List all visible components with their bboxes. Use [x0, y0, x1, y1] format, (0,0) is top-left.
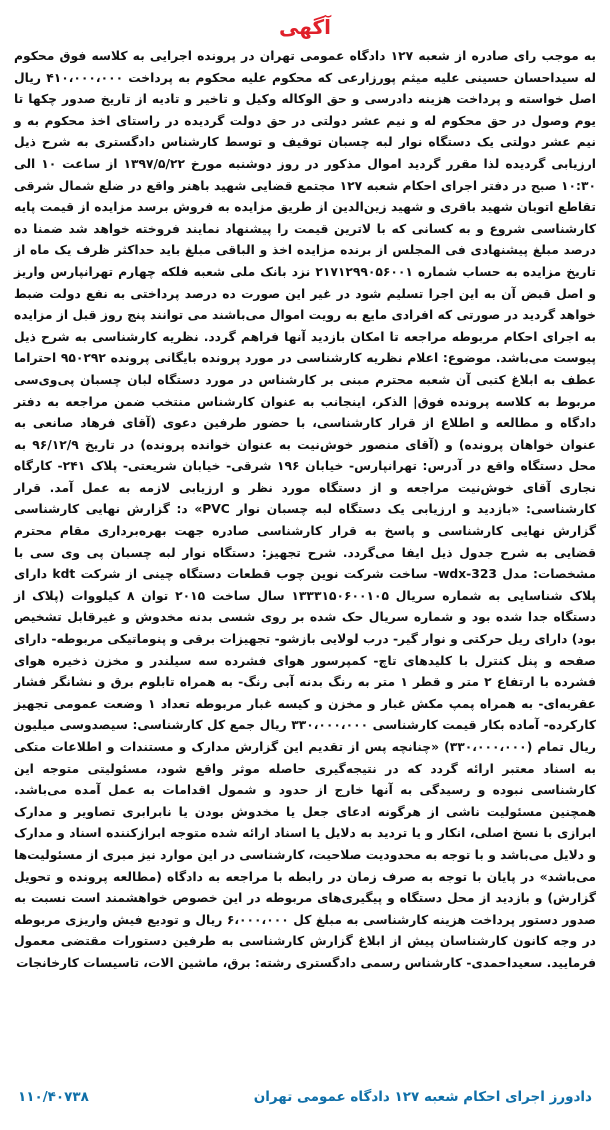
notice-code: ۱۱۰/۴۰۷۳۸	[18, 1089, 89, 1105]
issuer-label: دادورز اجرای احکام شعبه ۱۲۷ دادگاه عمومی تهران	[253, 1089, 592, 1105]
notice-body: به موجب رای صادره از شعبه ۱۲۷ دادگاه عمومی تهران در پرونده اجرایی به کلاسه فوق محکوم له سیداحسان حسینی علیه میثم پورزارعی که محکوم علیه محکوم به پرداخت ۴۱۰،۰۰۰،۰۰۰ ریال اصل خواسته و پرداخت هزینه دادرسی و حق الوکاله وکیل و تاخیر و تادیه از تاریخ صدور چکها تا یوم وصول در حق محکوم له و نیم عشر دولتی در حق دولت گردیده در راستای اخذ محکوم به و نیم عشر دولتی یک دستگاه نوار لبه چسبان توقیف و توسط کارشناس دادگستری به شرح ذیل ارزیابی گردیده لذا مقرر گردید اموال مذکور در روز دوشنبه مورخ ۱۳۹۷/۵/۲۲ از ساعت ۱۰ الی ۱۰:۳۰ صبح در دفتر اجرای احکام شعبه ۱۲۷ مجتمع قضایی شهید باهنر واقع در ضلع شمال شرقی تقاطع اتوبان شهید باقری و شهید زین‌الدین از طریق مزایده به فروش برسد مزایده از قیمت پایه کارشناسی شروع و به کسانی که با لاترین قیمت را پیشنهاد نمایند فروخته خواهد شد ضمنا ده درصد مبلغ پیشنهادی فی المجلس از برنده مزایده اخذ و الباقی مبلغ باید حداکثر ظرف یک ماه از تاریخ مزایده به حساب شماره ۲۱۷۱۲۹۹۰۵۶۰۰۱ نزد بانک ملی شعبه فلکه چهارم تهرانپارس واریز و اصل قبض آن به این اجرا تسلیم شود در غیر این صورت ده درصد پرداختی به نفع دولت ضبط خواهد گردید در صورتی که افرادی مایع به رویت اموال می‌باشند می توانند پنج روز قبل از مزایده به اجرای احکام مربوطه مراجعه تا امکان بازدید آنها فراهم گردد. نظریه کارشناسی به شرح ذیل پیوست می‌باشد. موضوع: اعلام نظریه کارشناسی در مورد پرونده بایگانی پرونده ۹۵۰۲۹۲ احتراما عطف به ابلاغ کتبی آن شعبه محترم مبنی بر کارشناس در مورد دستگاه لبان چسبان پی‌وی‌سی مربوط به کلاسه پرونده فوق| الذکر، اینجانب به عنوان کارشناس منتخب ضمن مراجعه به دفتر دادگاه و مطالعه و اطلاع از قرار کارشناسی، با حضور طرفین دعوی (آقای فرهاد صانعی به عنوان خواهان پرونده) و (آقای منصور خوش‌نیت به عنوان خوانده پرونده) در تاریخ ۹۶/۱۲/۹ به محل دستگاه واقع در آدرس: تهرانپارس- خیابان ۱۹۶ شرقی- خیابان شریعتی- پلاک ۲۴۱- کارگاه نجاری آقای خوش‌نیت مراجعه و از دستگاه مورد نظر و ارزیابی لازمه به عمل آمد. قرار کارشناسی: «بازدید و ارزیابی یک دستگاه لبه چسبان نوار PVC» د: گزارش نهایی کارشناسی گزارش نهایی کارشناسی و پاسخ به قرار کارشناسی صادره جهت بهره‌برداری مقام محترم قضایی به شرح جدول ذیل ایفا می‌گردد. شرح تجهیز: دستگاه نوار لبه چسبان پی وی سی با مشخصات: مدل wdx-323- ساخت شرکت نوین چوب قطعات دستگاه چینی از شرکت kdt دارای پلاک شناسایی به شماره سریال ۱۳۳۳۱۵۰۶۰۰۱۰۵ سال ساخت ۲۰۱۵ توان ۸ کیلووات (پلاک از دستگاه جدا شده بود و شماره سریال حک شده بر روی شسی بدنه مخدوش و غیرقابل تشخیص بود) دارای ریل حرکتی و نوار گیر- درب لولایی بازشو- تجهیزات برقی و پنوماتیکی مربوطه- دارای صفحه و پنل کنترل با کلیدهای تاچ- کمپرسور هوای فشرده سه سیلندر و مخزن ذخیره هوای فشرده با ارتفاع ۲ متر و قطر ۱ متر به رنگ بدنه آبی رنگ- به همراه تابلوم برق و نشانگر فشار عقربه‌ای- به همراه پمپ مکش غبار و مخزن و کیسه غبار مربوطه تعداد ۱ وضعت عمومی تجهیز کارکرده- آماده بکار قیمت کارشناسی ۳۳۰،۰۰۰،۰۰۰ ریال جمع کل کارشناسی: سیصدوسی میلیون ریال تمام (۳۳۰،۰۰۰،۰۰۰) «چنانچه پس از تقدیم این گزارش مدارک و مستندات و اطلاعات متکی به اسناد معتبر ارائه گردد که در نتیجه‌گیری حاصله موثر واقع شود، مسئولیتی متوجه این کارشناسی نبوده و رسیدگی به آنها خارج از حدود و شمول اقدامات به عمل آمده می‌باشد. همچنین مسئولیت ناشی از هرگونه ادعای جعل یا مخدوش بودن یا نابرابری تصاویر و مدارک ابرازی با نسخ اصلی، انکار و یا تردید به دلایل یا اسناد ارائه شده متوجه ابرازکننده اسناد و مدارک و دلایل می‌باشد و با توجه به محدودیت صلاحیت، کارشناسی در این موارد نیز مبری از مسئولیت‌ها می‌باشد» در پایان با توجه به صرف زمان در رابطه با مراجعه به دادگاه (مطالعه پرونده و تحویل گزارش) و بازدید از محل دستگاه و پیگیری‌های مربوطه در این خصوص خواهشمند است نسبت به صدور دستور پرداخت هزینه کارشناسی به مبلغ کل ۶،۰۰۰،۰۰۰ ریال و تودیع فیش واریزی مربوطه در وجه کانون کارشناسان پیش از ابلاغ گزارش کارشناسی به طرفین دستورات مقتضی معمول فرمایید. سعیداحمدی- کارشناس رسمی دادگستری رشته: برق، ماشین الات، تاسیسات کارخانجات	[14, 49, 597, 970]
notice-header	[12, 8, 598, 46]
notice-footer	[12, 1084, 598, 1110]
notice-title: آگهی	[279, 15, 331, 39]
notice	[12, 8, 598, 1118]
